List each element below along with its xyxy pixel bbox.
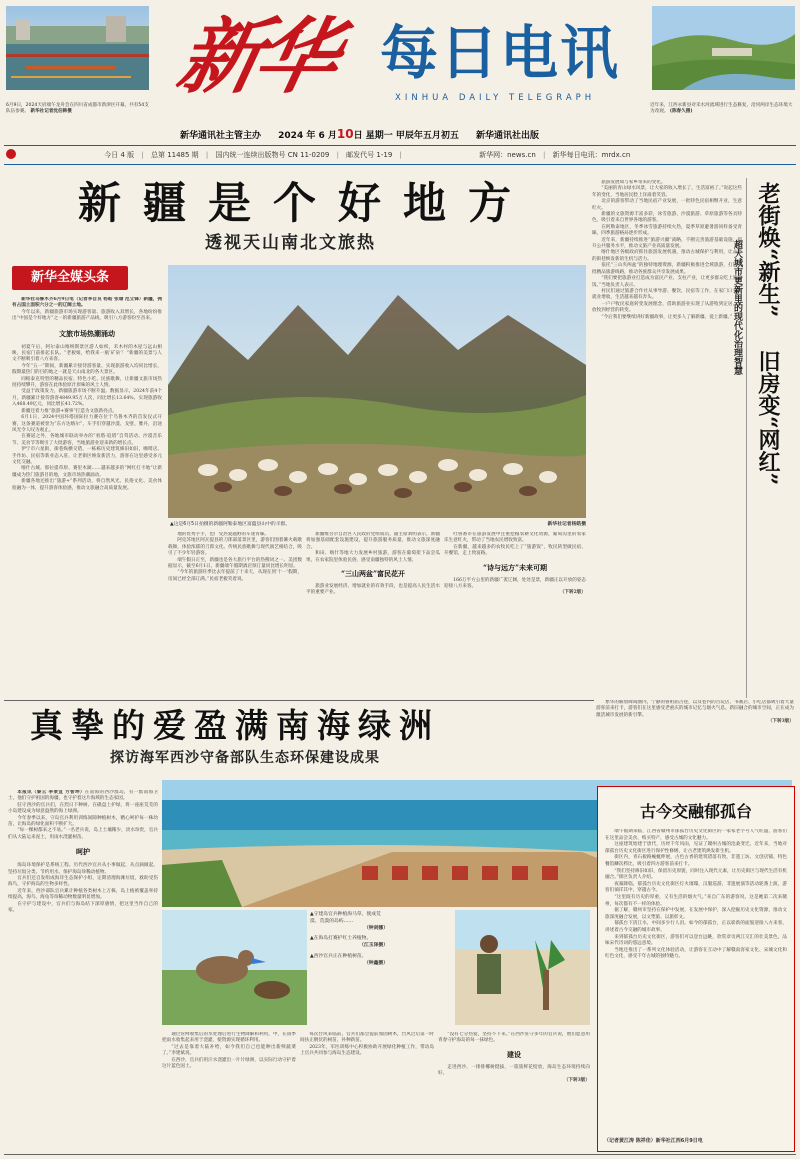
- masthead-meta: [180, 128, 630, 140]
- lead-column-5: 旅游发展如与家乡带来的变化。 “美丽的青山绿水风景，让大家的收入增长了，生活富裕了。”说起这些年的变化，当地居民脸上洋溢着笑容。 北京的游客带动了当地民宿产业发展，一批特色民宿相继开业，生意红火。 新疆的文旅资源丰富多彩，冰雪旅游、沙漠旅游、草原旅游等各具特色，吸引着来自世界各地的游客。 在阿勒泰地区，冬季冰雪旅游持续火热，夏季草原避暑游同样备受青睐，四季旅游格局逐步形成。 近年来，新疆持续推进“旅游兴疆”战略，不断完善旅游基础设施，提升公共服务水平，推动文旅产业高质量发展。 喀什地区各级政府抓住旅游发展机遇，推动古城保护与利用，让古老的街巷焕发新的生机与活力。 依托“三山夹两盆”的独特地理资源，新疆积极推进全域旅游，打造一批精品旅游线路，推动各族群众共享发展成果。 “我们要把旅游业打造成为富民产业、支柱产业，让更多群众吃上旅游饭。”当地负责人表示。 村民们通过旅游合作社从事导游、餐饮、民宿等工作，在家门口实现就业增收，生活越来越有奔头。 一户户牧民家庭转变发展理念，借助旅游业实现了从游牧到定居、从放牧到经营的转变。 “今后我们要继续讲好新疆故事，让更多人了解新疆、爱上新疆。”: [592, 180, 742, 320]
- info-mrdx: 新华每日电讯：mrdx.cn: [552, 151, 631, 159]
- second-photo-caption-1: ▲守建岛官兵种植海马草，使成荒漠、荒漠的岛屿……: [310, 912, 381, 924]
- lead-headline: 新疆是个好地方: [78, 179, 533, 229]
- second-photo-caption-3: ▲西沙官兵正在种植树苗。: [310, 953, 367, 959]
- side-headline: [754, 182, 794, 682]
- masthead-english: XINHUA DAILY TELEGRAPH: [395, 93, 596, 103]
- side-subhead: 超大城市更新里的现代化治理智慧: [732, 240, 742, 375]
- meta-date-post: 日 星期一 甲辰年五月初五: [353, 131, 459, 141]
- second-photo-credit-3: （钟鑫摄）: [364, 960, 388, 966]
- lead-section-1: 文旅市场热潮涌动: [59, 328, 115, 338]
- second-byline: 本报讯（黎云 李秉宣 方智坤）: [17, 790, 85, 795]
- lead-section-3: “诗与远方”未来可期: [482, 562, 548, 572]
- side-column-1: 繁华的解放碑商圈内，宁静的鲁祖庙古巷，以及巷内的古玩店、书画店、小吃店都吸引着大量游客前来打卡，游客们在这里感受老重庆的城市记忆与烟火气息。新旧融合的城市空间，正在成为激活城市发展的新引擎。 （下转3版）: [596, 700, 794, 725]
- second-column-1: 本报讯（黎云 李秉宣 方智坤）在南海的西沙群岛，有一群南海卫士，他们守护祖国的海疆，也守护着这片海域的生态家园。 驻守西沙的官兵们，在烈日下种树、在礁盘上护绿，将一座座荒芜的小岛建设成为绿意盎然的海上绿洲。 今年春季以来，守岛官兵利用训练间隙种植树木，精心呵护每一株幼苗，让海岛的绿化面积不断扩大。 “每一棵树都来之不易。”一名老兵说，岛上土壤稀少，淡水珍贵，官兵们从大陆运来泥土，用雨水浇灌树苗。 呵护 海岛环境保护是系统工程。历代西沙官兵从小事做起，从点滴做起，坚持垃圾分类、节约用水，保护海岛珍稀动植物。 官兵们还自发组成海洋生态保护小组，定期清理海滩垃圾，救助受伤海鸟，守护海岛的生物多样性。 近年来，西沙部队官兵累计种植各类树木上万株，岛上植被覆盖率持续提高，海鸟、海龟等珍稀动物数量明显增加。 在守护与建设中，官兵们与海岛结下深厚感情，把这里当作自己的家。: [8, 790, 158, 914]
- lead-continued: （下转2版）: [559, 590, 586, 596]
- second-column-2: 通过管网收集后的水处理后进行生物降解和利用，中，在雨季把雨水收集起来用于浇灌，使资源实现循环利用。 “过去是靠着大陆补给，如今我们自己也能种出新鲜蔬菜了。”李建斌说。 在西沙，官兵们用汗水浇灌出一片片绿洲，以实际行动守护着这片蓝色国土。: [162, 1032, 296, 1070]
- second-photo-credit-2: （江玉泽摄）: [359, 943, 388, 949]
- lead-badge-text: 新华全媒头条: [30, 270, 109, 285]
- seal-icon: [6, 149, 16, 159]
- meta-date-pre: 2024 年 6 月: [278, 131, 337, 141]
- feature-box-title: 古今交融郁孤台: [639, 802, 752, 821]
- left-masthead-photo: [6, 6, 149, 90]
- lead-photo-credit: 新华社记者杨皓摄: [547, 522, 586, 527]
- masthead-title: 每日电讯: [380, 21, 621, 86]
- second-column-3: 每次台风来临前，官兵们都会提前加固树木，台风过后第一时间扶正倒伏的树苗，补种新苗。 2023年，军医训练中心积极协助开展绿化种植工作，带动岛上官兵共同参与海岛生态建设。: [300, 1032, 434, 1057]
- info-cn: 国内统一连续出版物号 CN 11-0209: [215, 151, 330, 159]
- side-title-a: 老街焕“新生”: [755, 182, 781, 318]
- side-title-b: 旧房变“网红”: [755, 350, 781, 486]
- masthead-logo: [169, 9, 621, 110]
- lead-byline: 新华社乌鲁木齐6月9日电（记者李自良 杨皓 张瑜 范立锋）新疆，拥有占国土面积六分之一的辽阔土地。: [12, 297, 162, 309]
- meta-date-day: 10: [336, 127, 354, 141]
- meta-publisher: 新华通讯社主管主办: [180, 131, 262, 141]
- second-photo-3: [455, 910, 590, 1025]
- info-post: 邮发代号 1-19: [346, 151, 393, 159]
- second-headline: 真挚的爱盈满南海绿洲: [30, 706, 440, 745]
- meta-issuer: 新华通讯社出版: [476, 131, 540, 141]
- feature-box-credit: （记者黄江涛 陈祥佳）新华社江西6月9日电: [604, 1138, 703, 1144]
- lead-photo-caption: ▲这是6月5日拍摄的新疆阿勒泰地区富蕴县山中的羊群。: [170, 522, 291, 527]
- feature-box: [597, 786, 795, 1152]
- lead-column-3: 新疆维吾尔自治区人民政府党组成员、副主席刘明表示，新疆将加强基础配套设施建设，提升旅游服务质量，推动文旅深度融合。 和田、喀什等地大力发展乡村旅游，游客在葡萄架下品尝瓜果，在农家院里体验民俗，感受南疆独特的风土人情。 “三山两盆”富民花开 旅游业发展经济、增加就业的有效手段，也是提高人民生活水平的重要产业。: [306, 532, 440, 596]
- lead-column-4: 吐鲁番市在旅游发展中注重挖掘农耕文化资源，葡萄沟里的农家乐生意红火，带动了当地农民增收致富。 在新疆，越来越多的农牧民吃上了“旅游饭”，牧民转型做民宿、开餐馆，走上致富路。 “诗与远方”未来可期 166万平方公里的新疆广袤辽阔，处处是景，新疆正以开放的姿态迎接八方来客。 （下转2版）: [444, 532, 586, 596]
- feature-box-body: 端午假期来临，江西省赣州市郁孤台历史文化街区的一家家老字号人气旺盛，游客们在这里品尝美食、购买特产，感受古城的文化魅力。 这座建筑始建于唐代，历经千年风雨，见证了赣州古城的沧桑变迁。近年来，当地对郁孤台历史文化街区进行保护性修缮，让古老建筑焕发新生机。 街区内，青石板路蜿蜒伸展，古色古香的建筑错落有致，非遗工坊、文创店铺、特色餐馆鳞次栉比，吸引着四方游客前来打卡。 “我们坚持修旧如旧，保留历史原貌，同时注入现代元素，让历史街区与现代生活有机融合。”街区负责人介绍。 夜幕降临，郁孤台历史文化街区灯火璀璨，汉服巡游、非遗展演等活动轮番上演，游客们徜徉其中，穿越古今。 “这里既有历史的厚重，又有生活的烟火气。”来自广东的游客说，这是她第二次来赣州，每次都有不一样的体验。 据了解，赣州市坚持在保护中发展、在发展中保护，深入挖掘历史文化资源，推动文旅深度融合发展，以文塑旅、以旅彰文。 郁孤台下清江水，中间多少行人泪。如今的郁孤台，正以崭新的面貌迎接八方来客，讲述着古今交融的城市故事。 来到郁孤台历史文化街区，游客们可以登台远眺，欣赏章贡两江交汇的壮美景色，品味宋代诗词的悠远意境。 当地还推出了一系列文化体验活动，让游客在互动中了解赣南客家文化、宋城文化和红色文化，感受千年古城的独特魅力。: [605, 829, 787, 960]
- right-photo-caption: 近年来，江西永新县对禾水河流域进行生态修复，沿河两岸生态环境大为改观。: [650, 103, 793, 115]
- lead-column-2: 地的优秀手手，也广受热爱越野的车迷青睐。 阿克苏地区阿瓦提县的刀郎部落景区里，游客们围着篝火载歌载舞，体验浓郁的刀郎文化。传统民族歌舞与现代演艺相结合，吸引了不少年轻游客。 端午假日正至，新疆也是各大旅行平台的热搜词之一。美团数据显示，截至6月1日，新疆端午假期酒店预订量同比增长明显。 “今年的旅游旺季比去年提前了十来天，从现在到‘十一’假期，房间已经全部订满。”民宿老板笑着说。: [168, 532, 302, 582]
- info-site: 新华网：news.cn: [479, 151, 536, 159]
- info-total: 总第 11485 期: [150, 151, 199, 159]
- lead-badge: [12, 266, 128, 290]
- second-photo-caption-2: ▲在海岛打赛护红土养植物。: [310, 936, 372, 942]
- lead-photo: [168, 265, 586, 518]
- second-subhead: 探访海军西沙守备部队生态环保建设成果: [110, 750, 380, 766]
- left-photo-caption: 6月9日，2024天府端午龙舟会在四川省成都市新津区开幕，共有54支队伍参赛。: [6, 103, 149, 115]
- masthead-calligraphy: 新华: [169, 9, 343, 105]
- lead-subhead: 透视天山南北文旅热: [205, 233, 376, 253]
- second-continued: （下转3版）: [563, 1077, 590, 1083]
- second-column-4: “没有七分热爱，坚持不下来。”在西沙驻守多年的官兵说，他们愿意用青春守护海岛的每一抹绿色。 建设 走进西沙，一排排椰树挺拔，一簇簇鲜花绽放，海岛生态环境持续向好。 （下转3版）: [438, 1032, 590, 1083]
- lead-section-2: “三山两盆”富民花开: [340, 569, 406, 579]
- info-pages: 今日 4 版: [104, 151, 135, 159]
- second-section-1: 呵护: [76, 847, 90, 857]
- second-photo-2: [162, 910, 307, 1025]
- info-bar: 今日 4 版 | 总第 11485 期 | 国内统一连续出版物号 CN 11-0209 | 邮发代号 1-19 | 新华网：news.cn | 新华每日电讯：mrdx.cn: [4, 147, 796, 163]
- right-masthead-photo: [652, 6, 795, 90]
- second-photo-credit-1: （钟剑娜）: [364, 925, 388, 931]
- side-continued: （下转3版）: [767, 719, 794, 725]
- right-photo-credit: (陈春久摄): [669, 109, 693, 115]
- second-section-2: 建设: [507, 1049, 521, 1059]
- left-photo-credit: 新华社记者沈伯韩摄: [30, 109, 72, 115]
- lead-column-1: 新华社乌鲁木齐6月9日电（记者李自良 杨皓 张瑜 范立锋）新疆，拥有占国土面积六分之一的辽阔土地。 今年以来，新疆旅游市场实现游客量、旅游收入双增长，各地纷纷推出“中国是个好地方”之一的新疆旅游产品线，吸引八方游客纷至沓来。 文旅市场热潮涌动 初夏午后，阿尔泰山喀纳斯景区游人如织，禾木村的木屋与远山相映，民宿门前排起长队。“老板娘，给我来一瓶‘矿泉’！”新疆的美景与人文不断吸引着八方来客。 今年“五一”期间，新疆累计接待游客量、实现旅游收入均同比增长，假期最热门的目的地之一就是天山南北的各大景区。 同帕泰克特型的精品民宿、特色小吃、民族歌舞，让新疆文旅市场热度持续攀升，游客在此体验原汁原味的风土人情。 受益于政策发力，新疆旅游市场不断升温。数据显示，2024年前4个月，新疆累计接待游客4849.95万人次，同比增长13.64%，实现旅游收入468.49亿元，同比增长41.72%。 新疆还着力推“旅游+赛事”打造为文旅新亮点。 6月1日，2024中国环塔国际拉力赛在位于乌鲁木齐的首发仪式开赛，这条赛道被誉为“东方达喀尔”，车手们穿越沙漠、戈壁、雅丹，沿途风光令人叹为观止。 在赛道之外，各地城市联动举办的“看塔·追塔”自驾活动、沙漠音乐节、美食节等吸引了大批游客，当地旅游业迎来新的增长点。 伊宁市六星街，街巷纵横交错，一栋栋历史建筑修旧如旧，咖啡店、手作坊、民宿等新业态入驻，让老街区焕发新活力，游客在这里感受多元文化交融。 喀什古城、那拉提草原、赛里木湖……越来越多的“网红打卡地”让新疆成为热门旅游目的地，文旅市场热潮涌动。 新疆各地还推出“旅游+”系列活动，将自然风光、民俗文化、美食体验融为一体，提升游客体验感，推动文旅融合高质量发展。: [12, 297, 162, 491]
